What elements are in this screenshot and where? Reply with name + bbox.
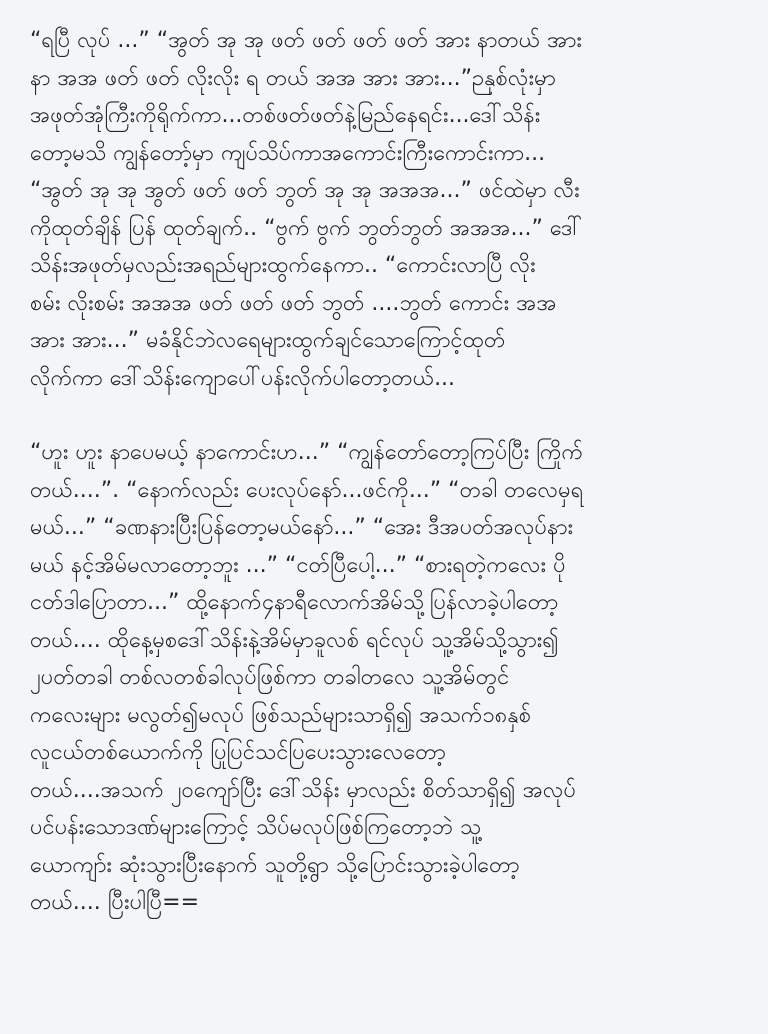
text-line: ပင်ပန်းသောဒဏ်များကြောင့် သိပ်မလုပ်ဖြစ်ကြတော့ဘဲ သူ့ bbox=[30, 815, 482, 840]
text-line: တယ်.... ပြီးပါပြီ== bbox=[30, 890, 200, 915]
text-line: တယ်.... ထိုနေ့မှစဒေါ်သိန်းနဲ့အိမ်မှာခူလစ် ရင်လုပ် သူ့အိမ်သို့သွား၍ bbox=[30, 627, 559, 653]
text-line: တယ်....”. “နောက်လည်း ပေးလုပ်နော်...ဖင်ကို...” “တခါ တလေမှရ bbox=[30, 477, 584, 503]
text-line: ကလေးများ မလွတ်၍မလုပ် ဖြစ်သည်များသာရှိ၍ အသက်၁၈နှစ် bbox=[30, 702, 532, 728]
text-line: မယ် နင့်အိမ်မလာတော့ဘူး ...” “ငတ်ပြီပေါ့...” “စားရတဲ့ကလေး ပို bbox=[30, 552, 566, 578]
story-paragraph-2 bbox=[30, 434, 738, 922]
text-line: လိုက်ကာ ဒေါ်သိန်းကျောပေါ်ပန်းလိုက်ပါတော့တယ်... bbox=[30, 365, 456, 391]
text-line: ယောကျာ်း ဆုံးသွားပြီးနောက် သူတို့ရွာ သို့ပြောင်းသွားခဲ့ပါတော့ bbox=[30, 852, 520, 878]
text-line: ကိုထုတ်ချိန် ပြန် ထုတ်ချက်.. “ဗွက် ဗွက် ဘွတ်ဘွတ် အအအ...” ဒေါ် bbox=[30, 215, 583, 241]
text-line: ၂ပတ်တခါ တစ်လတစ်ခါလုပ်ဖြစ်ကာ တခါတလေ သူ့အိမ်တွင် bbox=[30, 665, 510, 690]
story-paragraph-1 bbox=[30, 22, 738, 397]
text-line: အား အား...” မခံနိုင်ဘဲလရေများထွက်ချင်သောကြောင့်ထုတ် bbox=[30, 328, 506, 353]
text-line: “အွတ် အု အု အွတ် ဖတ် ဖတ် ဘွတ် အု အု အအအ...” ဖင်ထဲမှာ လီး bbox=[30, 178, 580, 203]
text-line: အဖုတ်အုံကြီးကိုရိုက်ကာ...တစ်ဖတ်ဖတ်နဲ့မြည်နေရင်း...ဒေါ်သိန်း bbox=[30, 103, 541, 128]
text-line: တယ်....အသက် ၂၀ကျော်ပြီး ဒေါ်သိန်း မှာလည်း စိတ်သာရှိ၍ အလုပ် bbox=[30, 777, 577, 803]
text-line: မယ်...” “ခဏနားပြီးပြန်တော့မယ်နော်...” “အေး ဒီအပတ်အလုပ်နား bbox=[30, 515, 574, 540]
text-line: “ရပြီ လုပ် ...” “အွတ် အု အု ဖတ် ဖတ် ဖတ် ဖတ် အား နာတယ် အား bbox=[30, 28, 582, 53]
text-line: ငတ်ဒါပြောတာ...” ထို့နောက်၄နာရီလောက်အိမ်သို့ပြန်လာခဲ့ပါတော့ bbox=[30, 590, 559, 615]
text-line: တော့မသိ ကျွန်တော့်မှာ ကျပ်သိပ်ကာအကောင်းကြီးကောင်းကာ... bbox=[30, 140, 546, 166]
text-line: လူငယ်တစ်ယောက်ကို ပြုပြင်သင်ပြပေးသွားလေတော့ bbox=[30, 740, 446, 765]
text-line: “ဟူး ဟူး နာပေမယ့် နာကောင်းဟ...” “ကျွန်တော်တော့ကြပ်ပြီး ကြိုက် bbox=[30, 440, 584, 465]
text-line: သိန်းအဖုတ်မှလည်းအရည်များထွက်နေကာ.. “ကောင်းလာပြီ လိုး bbox=[30, 253, 536, 278]
text-line: နာ အအ ဖတ် ဖတ် လိုးလိုး ရ တယ် အအ အား အား...”ဉနှစ်လုံးမှာ bbox=[30, 65, 556, 91]
text-line: စမ်း လိုးစမ်း အအအ ဖတ် ဖတ် ဖတ် ဘွတ် ....ဘွတ် ကောင်း အအ bbox=[30, 290, 557, 316]
